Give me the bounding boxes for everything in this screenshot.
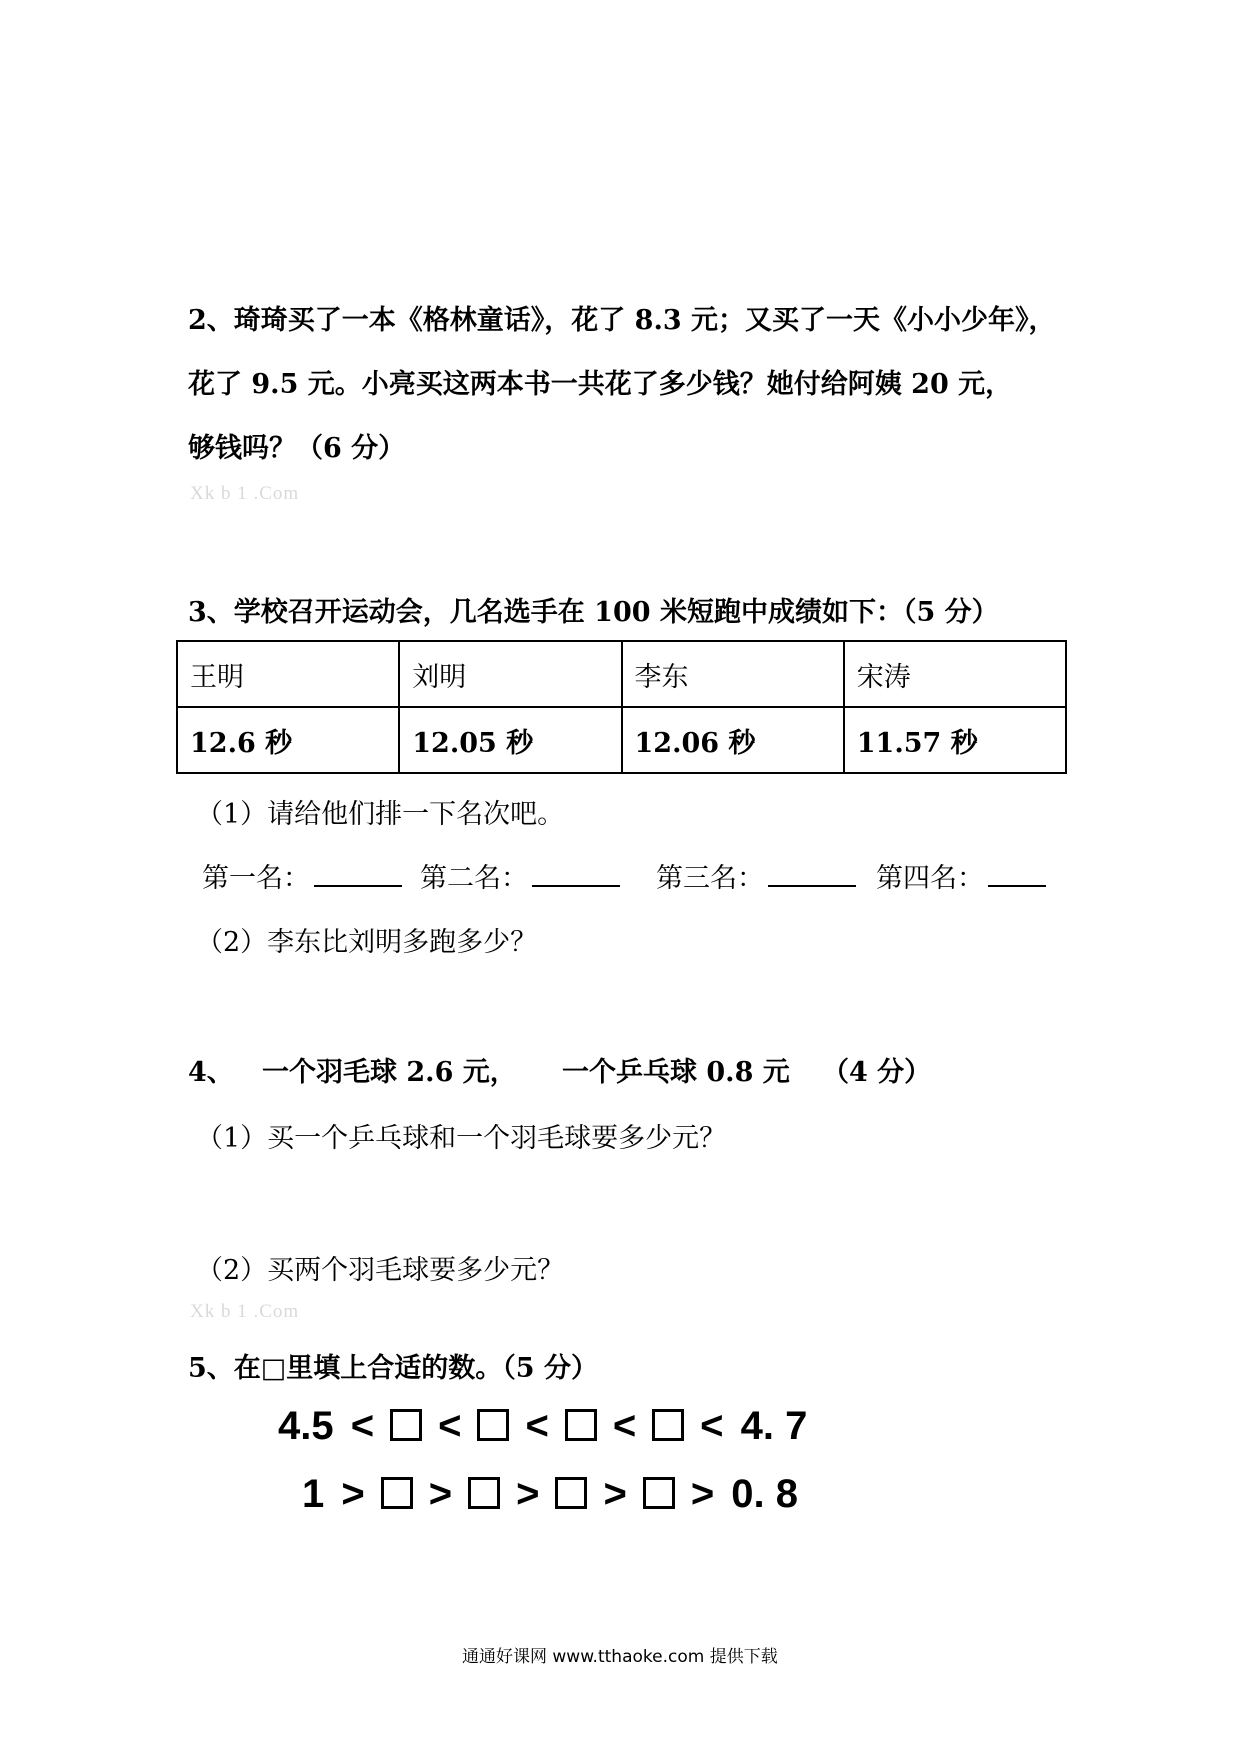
- greater-than-sign: >: [341, 1472, 365, 1516]
- q2-line3: 够钱吗？（6 分）: [188, 433, 406, 464]
- table-cell: 12.05 秒: [399, 707, 621, 773]
- answer-blank[interactable]: [314, 863, 402, 887]
- rank-label: 第三名：: [656, 863, 764, 894]
- table-cell: 王明: [177, 641, 399, 707]
- q4-score: （4 分）: [822, 1057, 932, 1088]
- ineq-right-value: 0. 8: [731, 1472, 799, 1516]
- greater-than-sign: >: [690, 1472, 715, 1516]
- rank-third: [656, 856, 856, 895]
- rank-fourth: [876, 856, 1046, 895]
- answer-blank[interactable]: [768, 863, 856, 887]
- less-than-sign: <: [612, 1404, 637, 1448]
- table-cell: 12.6 秒: [177, 707, 399, 773]
- q3-sub1: （1）请给他们排一下名次吧。: [196, 799, 565, 830]
- q4-item2: 一个乒乓球 0.8 元: [562, 1057, 790, 1088]
- table-cell: 宋涛: [844, 641, 1066, 707]
- fill-box[interactable]: [381, 1477, 413, 1509]
- table-cell: 11.57 秒: [844, 707, 1066, 773]
- rank-label: 第一名：: [202, 863, 310, 894]
- answer-blank[interactable]: [532, 863, 620, 887]
- q2-line2: 花了 9.5 元。小亮买这两本书一共花了多少钱？她付给阿姨 20 元，: [188, 369, 1013, 400]
- table-cell: 刘明: [399, 641, 621, 707]
- q4-sub2: （2）买两个羽毛球要多少元？: [196, 1255, 565, 1286]
- watermark: Xk b 1 .Com: [190, 1301, 300, 1322]
- rank-label: 第四名：: [876, 863, 984, 894]
- less-than-sign: <: [525, 1404, 549, 1448]
- less-than-sign: <: [438, 1404, 462, 1448]
- table-row-names: [177, 641, 1066, 707]
- fill-box[interactable]: [468, 1477, 500, 1509]
- greater-than-sign: >: [428, 1472, 453, 1516]
- fill-box[interactable]: [390, 1409, 422, 1441]
- table-row-times: [177, 707, 1066, 773]
- less-than-sign: <: [700, 1404, 724, 1448]
- fill-box[interactable]: [652, 1409, 684, 1441]
- greater-than-sign: >: [603, 1472, 627, 1516]
- ineq-left-value: 4.5: [278, 1404, 334, 1448]
- fill-box[interactable]: [643, 1477, 675, 1509]
- table-cell: 李东: [622, 641, 844, 707]
- q4-sub1: （1）买一个乒乓球和一个羽毛球要多少元？: [196, 1123, 727, 1154]
- q3-sub2: （2）李东比刘明多跑多少？: [196, 927, 538, 958]
- q2-line1: 2、琦琦买了一本《格林童话》，花了 8.3 元；又买了一天《小小少年》，: [188, 305, 1056, 336]
- ineq-left-value: 1: [302, 1472, 325, 1516]
- page-footer: 通通好课网 www.tthaoke.com 提供下载: [462, 1647, 778, 1667]
- inequality-row-2: [302, 1472, 798, 1517]
- rank-label: 第二名：: [420, 863, 528, 894]
- less-than-sign: <: [350, 1404, 375, 1448]
- watermark: Xk b 1 .Com: [190, 483, 300, 504]
- ineq-right-value: 4. 7: [740, 1404, 808, 1448]
- fill-box[interactable]: [477, 1409, 509, 1441]
- fill-box[interactable]: [565, 1409, 597, 1441]
- q3-title: 3、学校召开运动会，几名选手在 100 米短跑中成绩如下：（5 分）: [188, 597, 999, 628]
- q4-item1: 一个羽毛球 2.6 元，: [262, 1057, 517, 1088]
- results-table: [176, 640, 1067, 774]
- q4-label: 4、: [188, 1057, 234, 1088]
- table-cell: 12.06 秒: [622, 707, 844, 773]
- fill-box[interactable]: [555, 1477, 587, 1509]
- greater-than-sign: >: [516, 1472, 540, 1516]
- inequality-row-1: [278, 1404, 807, 1449]
- q5-title: 5、在□里填上合适的数。（5 分）: [188, 1353, 598, 1384]
- rank-first: [202, 856, 402, 895]
- answer-blank[interactable]: [988, 863, 1046, 887]
- rank-second: [420, 856, 620, 895]
